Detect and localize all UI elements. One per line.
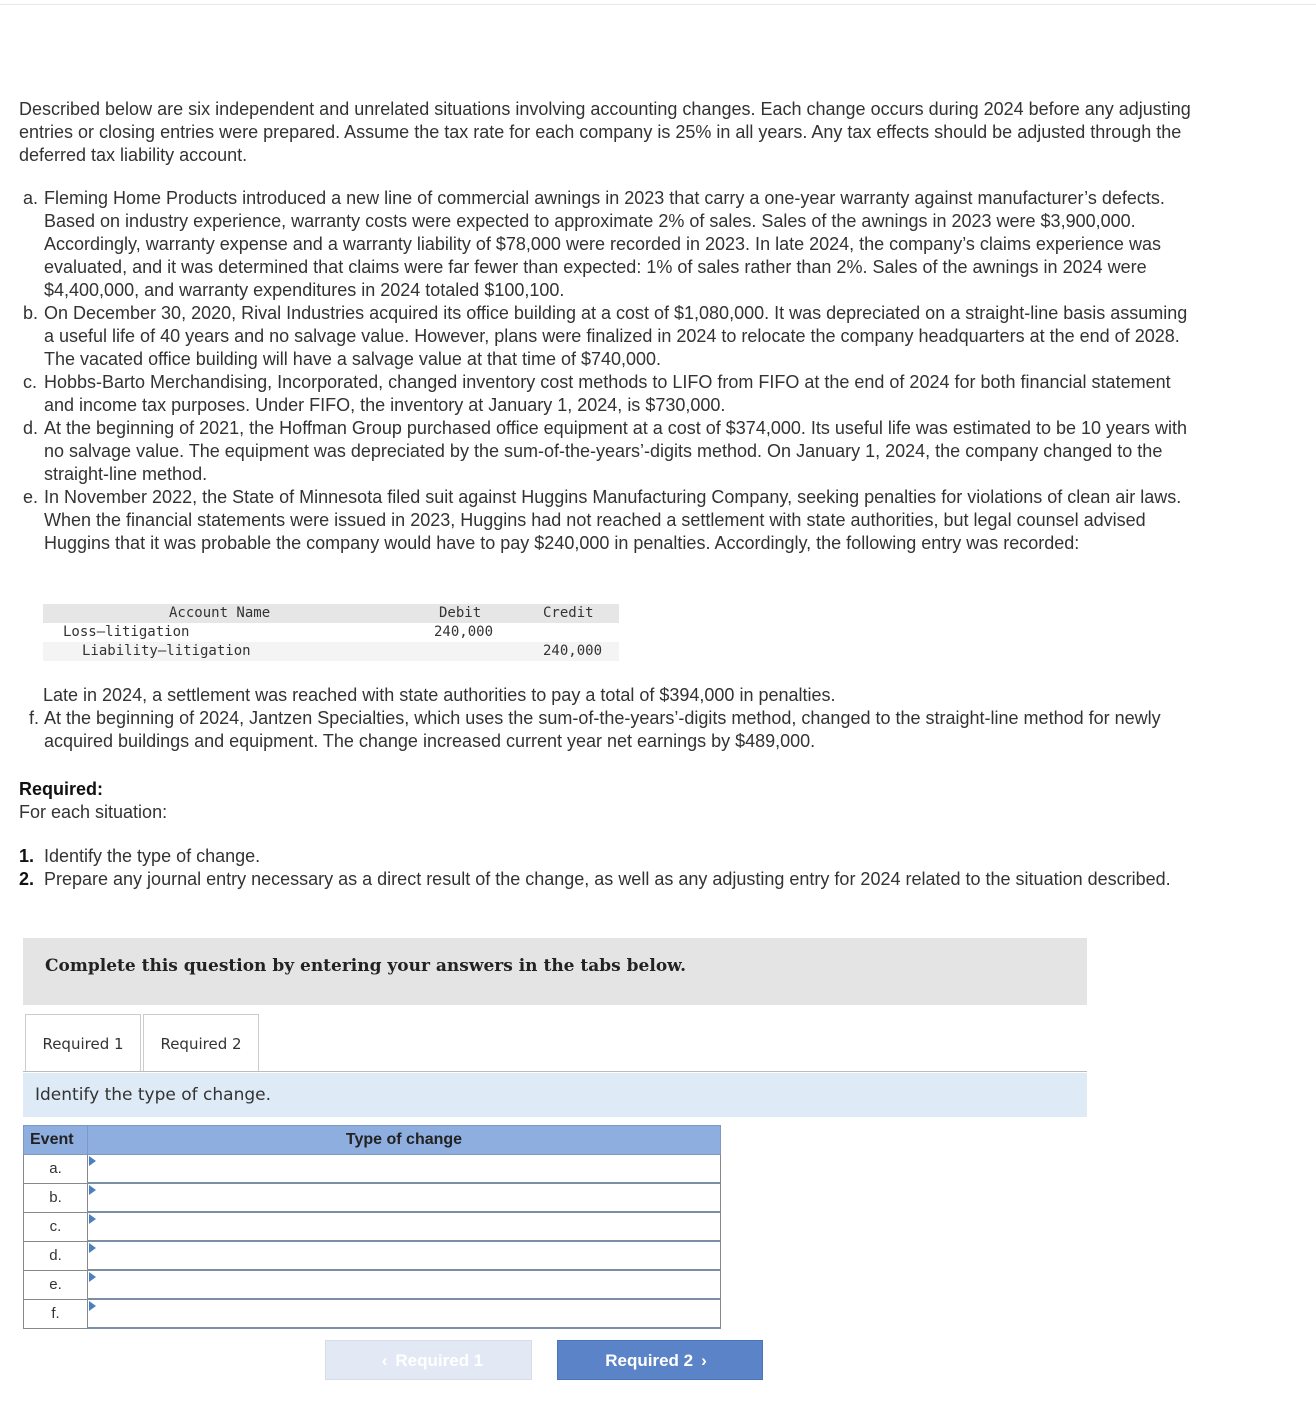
table-row bbox=[24, 1241, 721, 1270]
type-of-change-input-a[interactable] bbox=[88, 1155, 721, 1184]
type-of-change-input-b[interactable] bbox=[88, 1183, 721, 1212]
required-steps bbox=[19, 845, 1199, 891]
intro-paragraph: Described below are six independent and unrelated situations involving accounting changes. Each change occurs during 2024 before any adjusting entries or closing entries were prepared. Assume the tax rate for each company is 25% in all years. Any tax effects should be adjusted through the deferred tax liability account. bbox=[19, 99, 1191, 165]
event-column-header: Event bbox=[24, 1126, 88, 1155]
event-label: f. bbox=[24, 1299, 88, 1328]
table-row bbox=[24, 1270, 721, 1299]
situation-b: b. On December 30, 2020, Rival Industries acquired its office building at a cost of $1,080,000. It was depreciated on a straight-line basis assuming a useful life of 40 years and no salvage value. However, plans were finalized in 2024 to relocate the company headquarters at the end of 2028. The vacated office building will have a salvage value at that time of $740,000. bbox=[23, 303, 1188, 369]
event-label: b. bbox=[24, 1183, 88, 1212]
answer-table-header bbox=[24, 1126, 721, 1155]
type-column-header: Type of change bbox=[88, 1126, 721, 1155]
banner-text: Complete this question by entering your answers in the tabs below. bbox=[45, 956, 686, 976]
situations-list bbox=[19, 187, 1199, 555]
table-row bbox=[24, 1183, 721, 1212]
event-label: e. bbox=[24, 1270, 88, 1299]
chevron-left-icon: ‹ bbox=[381, 1351, 388, 1370]
next-button-label: Required 2 bbox=[605, 1351, 694, 1370]
event-label: d. bbox=[24, 1241, 88, 1270]
journal-account: Liability–litigation bbox=[82, 643, 251, 659]
tab-required-2[interactable]: Required 2 bbox=[143, 1014, 259, 1072]
situation-a: a. Fleming Home Products introduced a new line of commercial awnings in 2023 that carry a one-year warranty against manufacturer’s defects. Based on industry experience, warranty costs were expected to approximate 2% of sales. Sales of the awnings in 2023 were $3,900,000. Accordingly, warranty expense and a warranty liability of $78,000 were recorded in 2023. In late 2024, the company’s claims experience was evaluated, and it was determined that claims were far fewer than expected: 1% of sales rather than 2%. Sales of the awnings in 2024 were $4,400,000, and warranty expenditures in 2024 totaled $100,100. bbox=[23, 188, 1165, 300]
tab-required-1[interactable]: Required 1 bbox=[25, 1014, 141, 1072]
instructions-banner bbox=[23, 938, 1087, 1005]
tab-instruction-text: Identify the type of change. bbox=[35, 1085, 272, 1105]
settlement-text: Late in 2024, a settlement was reached with state authorities to pay a total of $394,000 in penalties. bbox=[43, 685, 836, 705]
situation-d: d. At the beginning of 2021, the Hoffman Group purchased office equipment at a cost of $374,000. Its useful life was estimated to be 10 years with no salvage value. The equipment was depreciated by the sum-of-the-years’-digits method. On January 1, 2024, the company changed to the straight-line method. bbox=[23, 418, 1188, 484]
next-required-button[interactable] bbox=[557, 1340, 763, 1380]
event-label: a. bbox=[24, 1155, 88, 1184]
type-of-change-input-f[interactable] bbox=[88, 1299, 721, 1328]
situation-f: f. At the beginning of 2024, Jantzen Specialties, which uses the sum-of-the-years’-digits method, changed to the straight-line method for newly acquired buildings and equipment. The change increased current year net earnings by $489,000. bbox=[29, 708, 1161, 751]
previous-required-button[interactable] bbox=[325, 1340, 532, 1380]
type-of-change-input-c[interactable] bbox=[88, 1212, 721, 1241]
journal-credit: 240,000 bbox=[543, 643, 603, 659]
table-row bbox=[24, 1155, 721, 1184]
tab-divider bbox=[23, 1071, 1087, 1072]
journal-account: Loss–litigation bbox=[63, 624, 190, 640]
journal-header bbox=[43, 604, 619, 623]
situation-e: e. In November 2022, the State of Minnesota filed suit against Huggins Manufacturing Company, seeking penalties for violations of clean air laws. When the financial statements were issued in 2023, Huggins had not reached a settlement with state authorities, but legal counsel advised Huggins that it was probable the company would have to pay $240,000 in penalties. Accordingly, the following entry was recorded: bbox=[23, 487, 1182, 553]
journal-row bbox=[43, 623, 619, 642]
type-of-change-input-e[interactable] bbox=[88, 1270, 721, 1299]
tab-instruction-bar bbox=[23, 1073, 1087, 1117]
journal-header-debit: Debit bbox=[439, 605, 482, 621]
required-heading: Required: bbox=[19, 779, 104, 799]
chevron-right-icon: › bbox=[701, 1351, 707, 1370]
journal-header-account: Account Name bbox=[169, 605, 271, 621]
top-divider bbox=[0, 4, 1316, 5]
type-of-change-input-d[interactable] bbox=[88, 1241, 721, 1270]
step-item: 1. Identify the type of change. bbox=[19, 846, 261, 866]
journal-row bbox=[43, 642, 619, 661]
previous-button-label: Required 1 bbox=[395, 1351, 484, 1370]
table-row bbox=[24, 1212, 721, 1241]
answer-table bbox=[23, 1125, 721, 1329]
required-subtitle: For each situation: bbox=[19, 802, 168, 822]
situation-c: c. Hobbs-Barto Merchandising, Incorporated, changed inventory cost methods to LIFO from FIFO at the end of 2024 for both financial statement and income tax purposes. Under FIFO, the inventory at January 1, 2024, is $730,000. bbox=[23, 372, 1171, 415]
table-row bbox=[24, 1299, 721, 1328]
journal-header-credit: Credit bbox=[543, 605, 594, 621]
journal-entry-table bbox=[43, 604, 619, 661]
event-label: c. bbox=[24, 1212, 88, 1241]
step-item: 2. Prepare any journal entry necessary as a direct result of the change, as well as any adjusting entry for 2024 related to the situation described. bbox=[19, 869, 1171, 889]
journal-debit: 240,000 bbox=[434, 624, 494, 640]
